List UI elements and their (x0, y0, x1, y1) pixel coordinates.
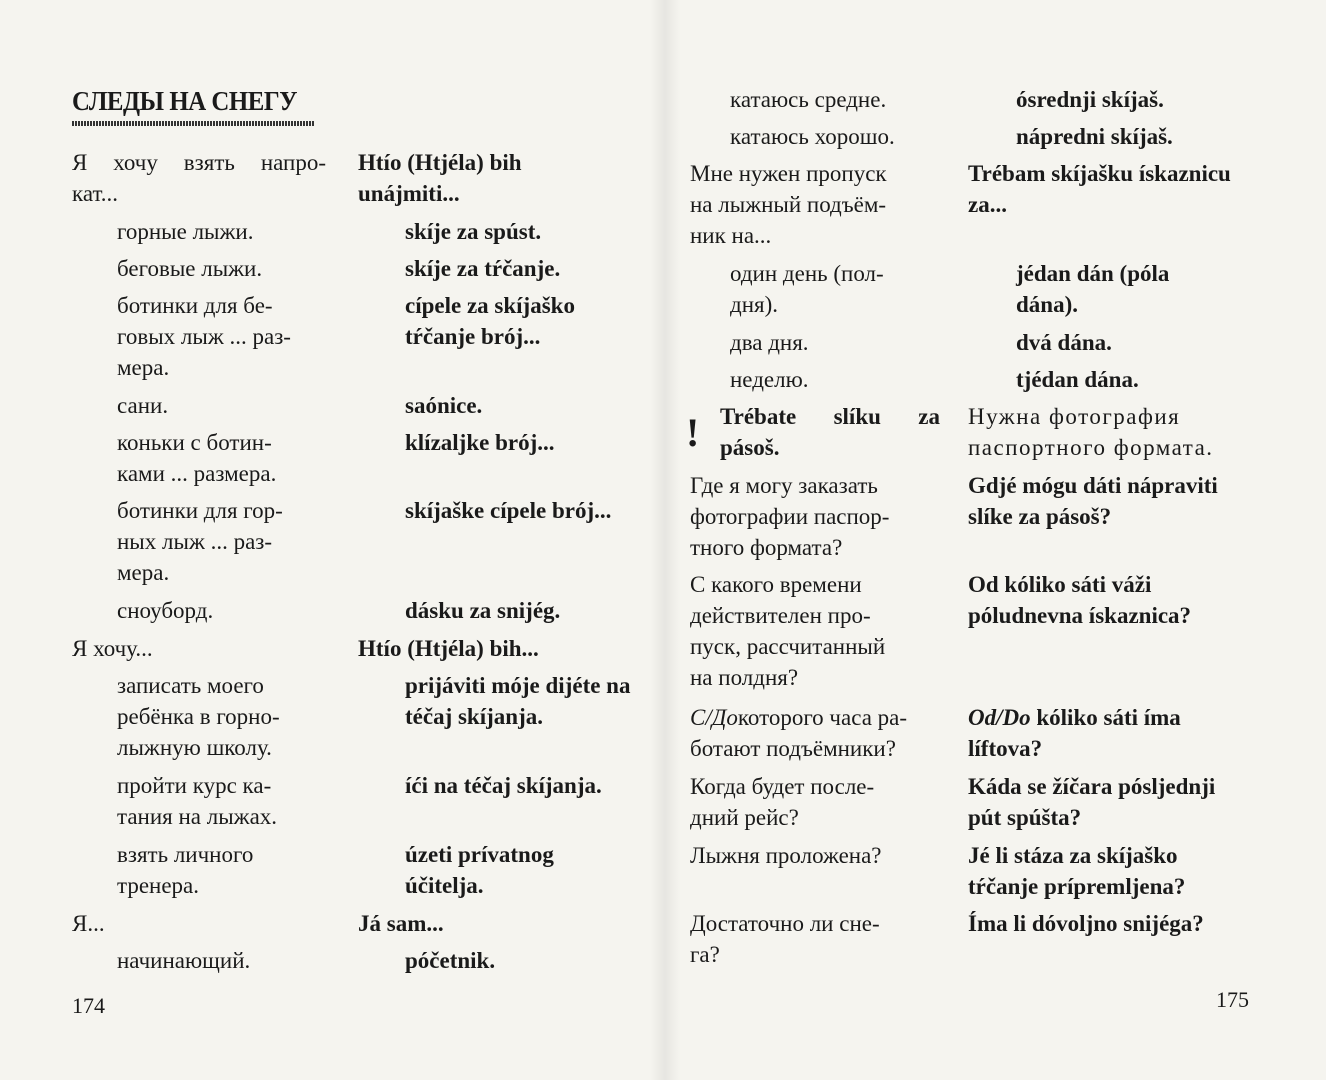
russian-phrase: Я... (72, 911, 105, 936)
page-number: 174 (72, 993, 105, 1018)
croatian-phrase: klízaljke brój... (405, 430, 555, 455)
croatian-phrase: Od kóliko sáti váži póludnevna ískaznica? (968, 572, 1192, 628)
croatian-phrase: jédan dán (póla dána). (1016, 261, 1170, 317)
russian-phrase-rest: которого часа ра- ботают подъёмники? (690, 705, 908, 761)
russian-phrase: Я хочу... (72, 636, 153, 661)
russian-phrase: Достаточно ли сне- га? (690, 911, 880, 967)
croatian-phrase: Já sam... (358, 911, 444, 936)
croatian-phrase: íći na téčaj skíjanja. (405, 773, 602, 798)
od-do-russian: С/До (690, 705, 738, 730)
croatian-phrase: Íma li dóvoljno snijéga? (968, 911, 1204, 936)
croatian-phrase-rest: kóliko sáti íma líftova? (968, 705, 1181, 761)
croatian-phrase: saónice. (405, 393, 483, 418)
russian-phrase: катаюсь хорошо. (730, 124, 895, 149)
exclamation-icon: ! (686, 410, 700, 455)
russian-phrase (690, 702, 907, 764)
russian-phrase: начинающий. (117, 948, 251, 973)
od-do-croatian: Od/Do (968, 705, 1031, 730)
page-title: СЛЕДЫ НА СНЕГУ (72, 86, 297, 116)
croatian-phrase (968, 702, 1181, 764)
russian-phrase: неделю. (730, 367, 809, 392)
croatian-phrase: skíjaške cípele brój... (405, 498, 612, 523)
russian-phrase: горные лыжи. (117, 219, 254, 244)
russian-phrase: сани. (117, 393, 169, 418)
russian-phrase: Мне нужен пропуск на лыжный подъём- ник на... (690, 161, 887, 248)
croatian-phrase: tjédan dána. (1016, 367, 1139, 392)
russian-phrase: Я хочу взять напро- кат... (72, 150, 326, 206)
russian-phrase: коньки с ботин- ками ... размера. (117, 430, 277, 486)
croatian-phrase: ósrednji skíjaš. (1016, 87, 1164, 112)
russian-phrase: ботинки для гор- ных лыж ... раз- мера. (117, 498, 283, 585)
croatian-phrase: Káda se žíčara pósljednji pút spúšta? (968, 774, 1216, 830)
croatian-phrase: dvá dána. (1016, 330, 1112, 355)
russian-phrase: один день (пол- дня). (730, 261, 884, 317)
russian-phrase: сноуборд. (117, 598, 214, 623)
croatian-phrase: dásku za snijég. (405, 598, 561, 623)
russian-phrase: Когда будет после- дний рейс? (690, 774, 875, 830)
croatian-phrase: Htío (Htjéla) bih... (358, 636, 539, 661)
croatian-phrase: Htío (Htjéla) bih unájmiti... (358, 150, 522, 206)
croatian-phrase: úzeti prívatnog účitelja. (405, 842, 554, 898)
croatian-phrase: skíje za tŕčanje. (405, 256, 561, 281)
russian-phrase: С какого времени действителен про- пуск, рассчитанный на полдня? (690, 572, 886, 690)
russian-phrase: Лыжня проложена? (690, 843, 882, 868)
russian-phrase: катаюсь средне. (730, 87, 887, 112)
russian-phrase: беговые лыжи. (117, 256, 263, 281)
croatian-note: Trébate slíku za pásoš. (720, 404, 940, 460)
croatian-phrase: Jé li stáza za skíjaško tŕčanje prípremljena? (968, 843, 1186, 899)
russian-phrase: записать моего ребёнка в горно- лыжную школу. (117, 673, 280, 760)
croatian-phrase: nápredni skíjaš. (1016, 124, 1173, 149)
russian-phrase: ботинки для бе- говых лыж ... раз- мера. (117, 293, 291, 380)
croatian-phrase: Trébam skíjašku ískaznicu za... (968, 161, 1231, 217)
croatian-phrase: skíje za spúst. (405, 219, 542, 244)
russian-phrase: Где я могу заказать фотографии паспор- тного формата? (690, 473, 890, 560)
page-number: 175 (1216, 987, 1249, 1012)
russian-phrase: пройти курс ка- тания на лыжах. (117, 773, 278, 829)
croatian-phrase: póčetnik. (405, 948, 496, 973)
croatian-phrase: Gdjé mógu dáti nápraviti slíke za pásoš? (968, 473, 1218, 529)
russian-note: Нужна фотография паспортного формата. (968, 404, 1214, 460)
croatian-phrase: cípele za skíjaško tŕčanje brój... (405, 293, 575, 349)
croatian-phrase: prijáviti móje dijéte na téčaj skíjanja. (405, 673, 631, 729)
russian-phrase: два дня. (730, 330, 809, 355)
russian-phrase: взять личного тренера. (117, 842, 254, 898)
